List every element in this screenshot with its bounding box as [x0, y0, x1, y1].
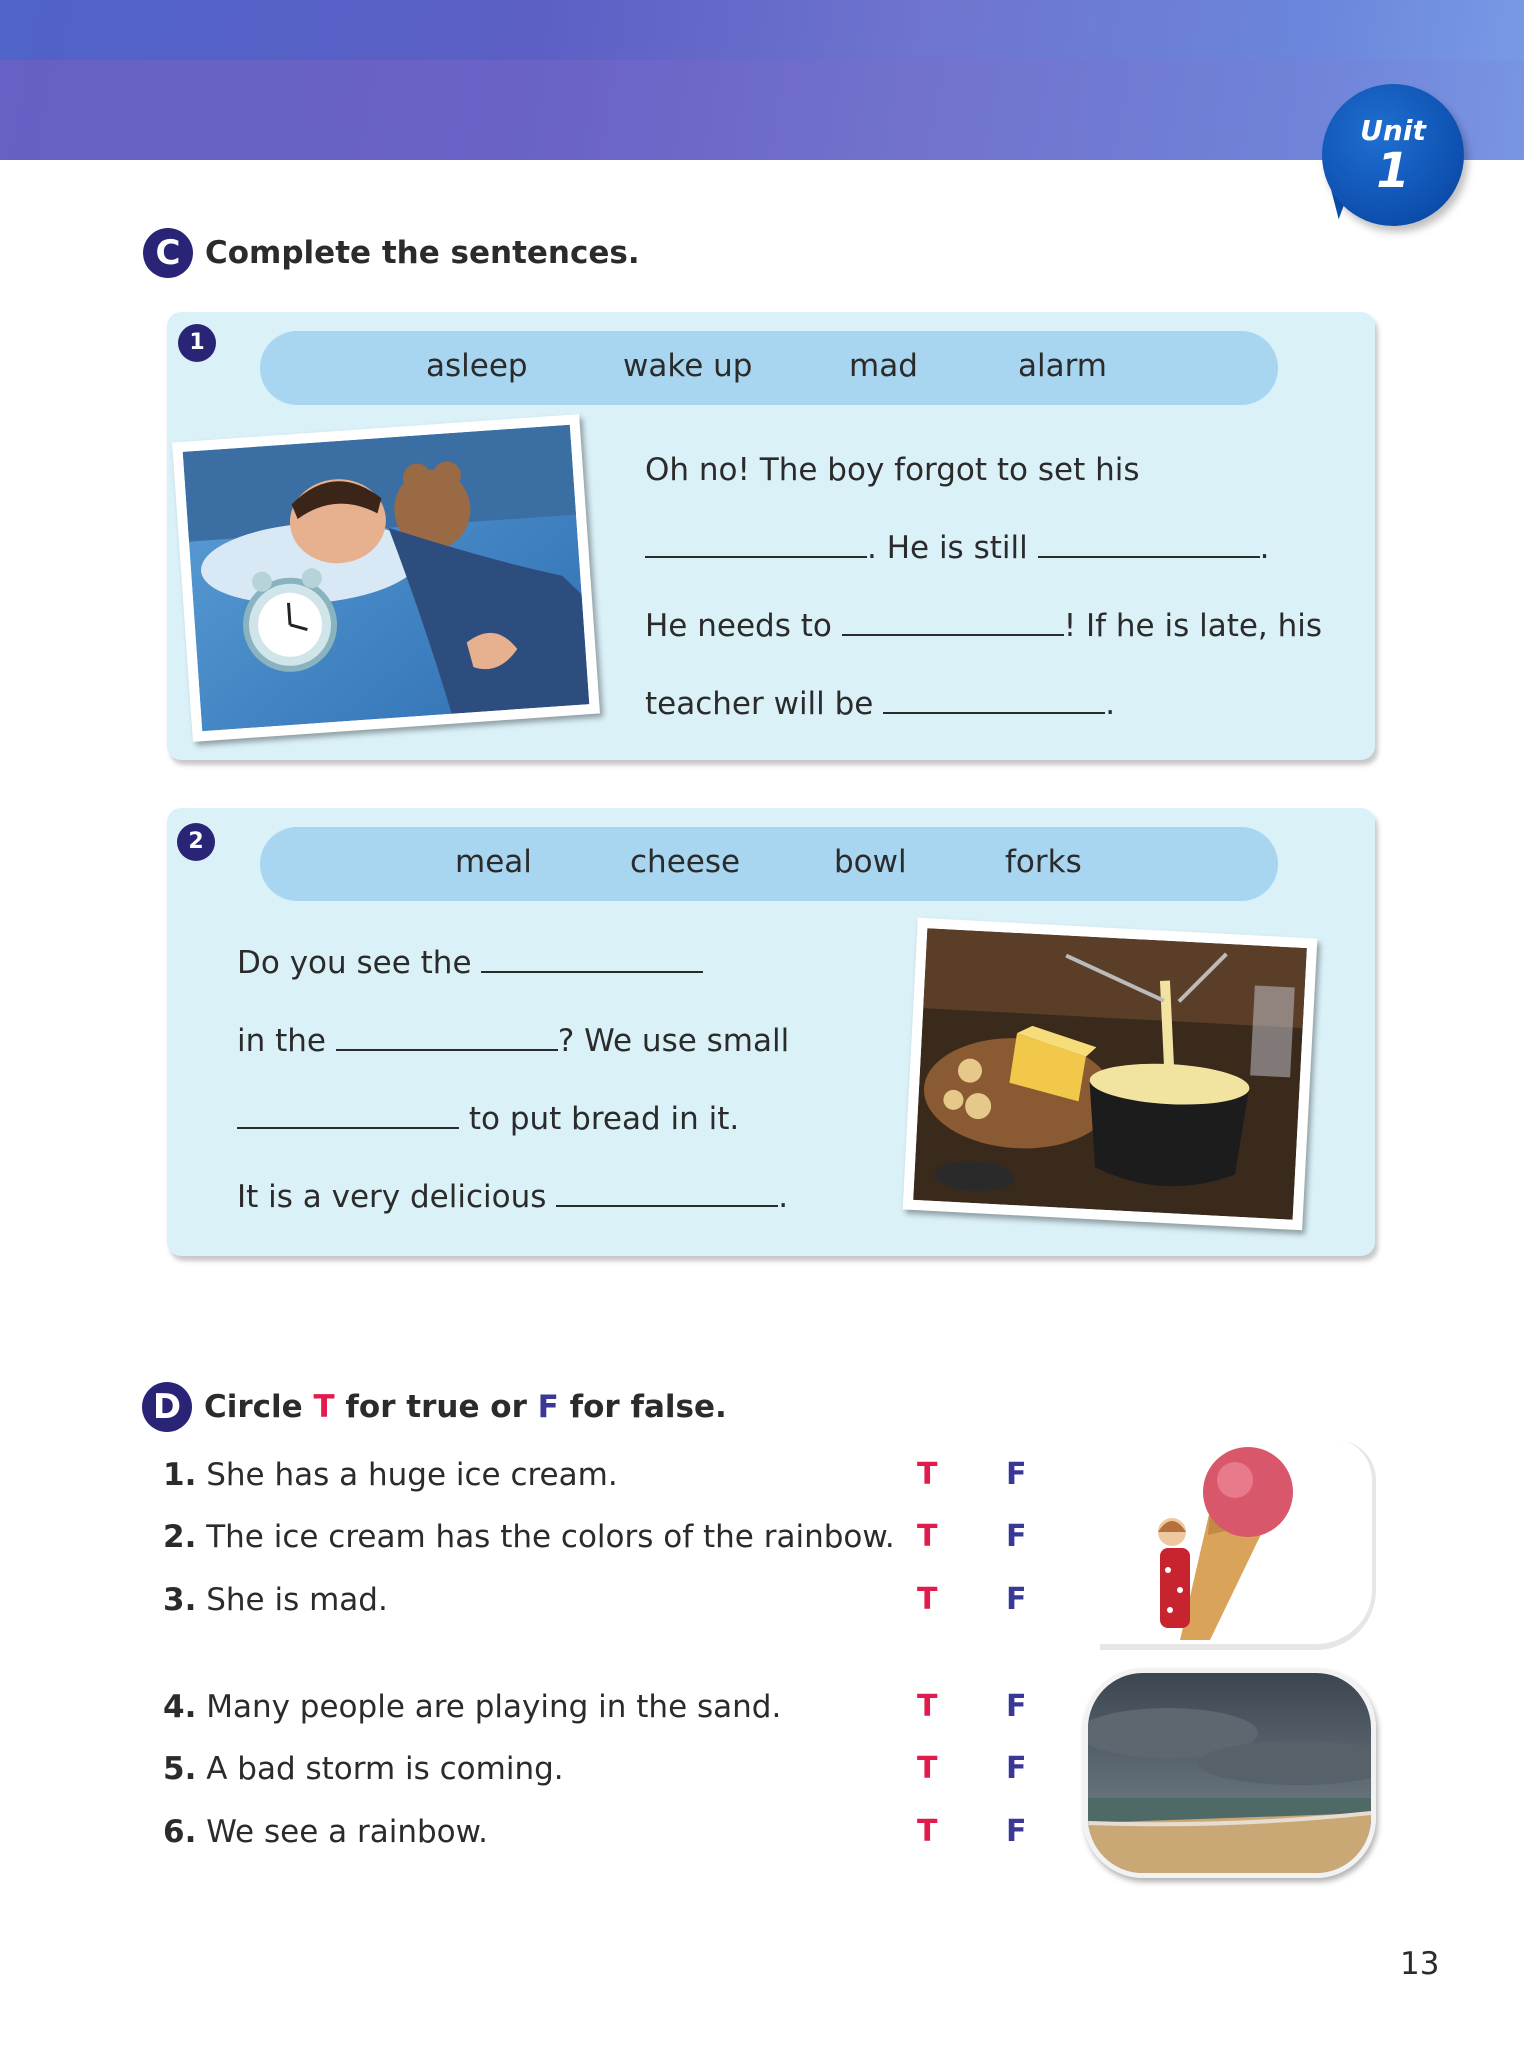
word-bank-item: wake up: [623, 348, 753, 384]
true-option[interactable]: T: [917, 1689, 938, 1724]
statement-number: 2.: [163, 1519, 197, 1555]
exercise-1-line-3: [645, 608, 1322, 644]
sentence-text: ? We use small: [557, 1023, 790, 1059]
sentence-text: ! If he is late, his: [1063, 608, 1323, 644]
section-d-heading: [142, 1382, 727, 1432]
statement-text: Many people are playing in the sand.: [206, 1689, 782, 1725]
tf-statement-2: [163, 1519, 895, 1555]
sentence-text: .: [778, 1179, 789, 1215]
answer-blank[interactable]: [556, 1183, 778, 1207]
statement-text: We see a rainbow.: [206, 1814, 488, 1850]
false-option[interactable]: F: [1006, 1457, 1027, 1492]
statement-number: 4.: [163, 1689, 197, 1725]
header-banner-stripe: [0, 60, 1524, 160]
exercise-2-line-4: [237, 1179, 788, 1215]
statement-text: The ice cream has the colors of the rainbow.: [206, 1519, 895, 1555]
answer-blank[interactable]: [842, 612, 1064, 636]
word-bank-item: asleep: [426, 348, 528, 384]
false-option[interactable]: F: [1006, 1519, 1027, 1554]
word-bank-item: meal: [455, 844, 532, 880]
answer-blank[interactable]: [237, 1105, 459, 1129]
sentence-text: .: [1259, 530, 1270, 566]
title-text: for true or: [334, 1389, 538, 1425]
unit-label: Unit: [1360, 114, 1426, 147]
fondue-image: [913, 928, 1307, 1220]
exercise-2-line-2: [237, 1023, 789, 1059]
false-option[interactable]: F: [1006, 1814, 1027, 1849]
section-c-title: Complete the sentences.: [205, 235, 640, 271]
sentence-text: .: [1105, 686, 1116, 722]
true-option[interactable]: T: [917, 1751, 938, 1786]
false-option[interactable]: F: [1006, 1582, 1027, 1617]
title-false-letter: F: [537, 1389, 559, 1425]
title-text: for false.: [558, 1389, 727, 1425]
word-bank-item: cheese: [630, 844, 741, 880]
answer-blank[interactable]: [883, 690, 1105, 714]
answer-blank[interactable]: [481, 949, 703, 973]
tf-statement-1: [163, 1457, 618, 1493]
false-option[interactable]: F: [1006, 1751, 1027, 1786]
unit-number: 1: [1376, 143, 1410, 199]
tf-statement-4: [163, 1689, 781, 1725]
exercise-2-number: 2: [177, 823, 215, 861]
sleeping-boy-photo: [172, 414, 600, 742]
sentence-text: It is a very delicious: [237, 1179, 547, 1215]
sentence-text: Oh no! The boy forgot to set his: [645, 452, 1140, 488]
statement-number: 1.: [163, 1457, 197, 1493]
exercise-2-word-bank: [260, 827, 1278, 901]
sentence-text: Do you see the: [237, 945, 472, 981]
sleeping-boy-image: [183, 425, 590, 731]
fondue-photo: [903, 918, 1318, 1231]
true-option[interactable]: T: [917, 1582, 938, 1617]
word-bank-item: mad: [849, 348, 918, 384]
storm-beach-image: [1088, 1673, 1371, 1873]
word-bank-item: bowl: [834, 844, 907, 880]
statement-text: She has a huge ice cream.: [206, 1457, 618, 1493]
section-d-title: [204, 1389, 727, 1425]
title-text: Circle: [204, 1389, 314, 1425]
true-option[interactable]: T: [917, 1457, 938, 1492]
false-option[interactable]: F: [1006, 1689, 1027, 1724]
answer-blank[interactable]: [1038, 534, 1260, 558]
page-number: 13: [1400, 1946, 1440, 1982]
section-c-heading: [143, 228, 640, 278]
exercise-2-line-1: [237, 945, 703, 981]
answer-blank[interactable]: [336, 1027, 558, 1051]
statement-number: 6.: [163, 1814, 197, 1850]
title-true-letter: T: [313, 1389, 335, 1425]
ice-cream-girl-image: [1100, 1440, 1370, 1644]
sentence-text: teacher will be: [645, 686, 874, 722]
exercise-1-line-4: [645, 686, 1115, 722]
statement-number: 5.: [163, 1751, 197, 1787]
statement-text: She is mad.: [206, 1582, 388, 1618]
true-option[interactable]: T: [917, 1519, 938, 1554]
storm-beach-frame: [1083, 1668, 1376, 1878]
sentence-text: to put bread in it.: [468, 1101, 740, 1137]
exercise-1-number: 1: [178, 324, 216, 362]
sentence-text: He needs to: [645, 608, 832, 644]
word-bank-item: forks: [1005, 844, 1082, 880]
exercise-1-line-1: [645, 452, 1140, 488]
word-bank-item: alarm: [1018, 348, 1108, 384]
tf-statement-3: [163, 1582, 388, 1618]
exercise-1-word-bank: [260, 331, 1278, 405]
section-c-letter: C: [143, 228, 193, 278]
ice-cream-frame: [1100, 1440, 1376, 1650]
unit-badge: [1322, 84, 1464, 226]
sentence-text: in the: [237, 1023, 326, 1059]
sentence-text: . He is still: [867, 530, 1028, 566]
exercise-1-line-2: [645, 530, 1269, 566]
answer-blank[interactable]: [645, 534, 867, 558]
tf-statement-6: [163, 1814, 488, 1850]
true-option[interactable]: T: [917, 1814, 938, 1849]
exercise-2-line-3: [237, 1101, 739, 1137]
statement-number: 3.: [163, 1582, 197, 1618]
tf-statement-5: [163, 1751, 564, 1787]
section-d-letter: D: [142, 1382, 192, 1432]
statement-text: A bad storm is coming.: [206, 1751, 564, 1787]
